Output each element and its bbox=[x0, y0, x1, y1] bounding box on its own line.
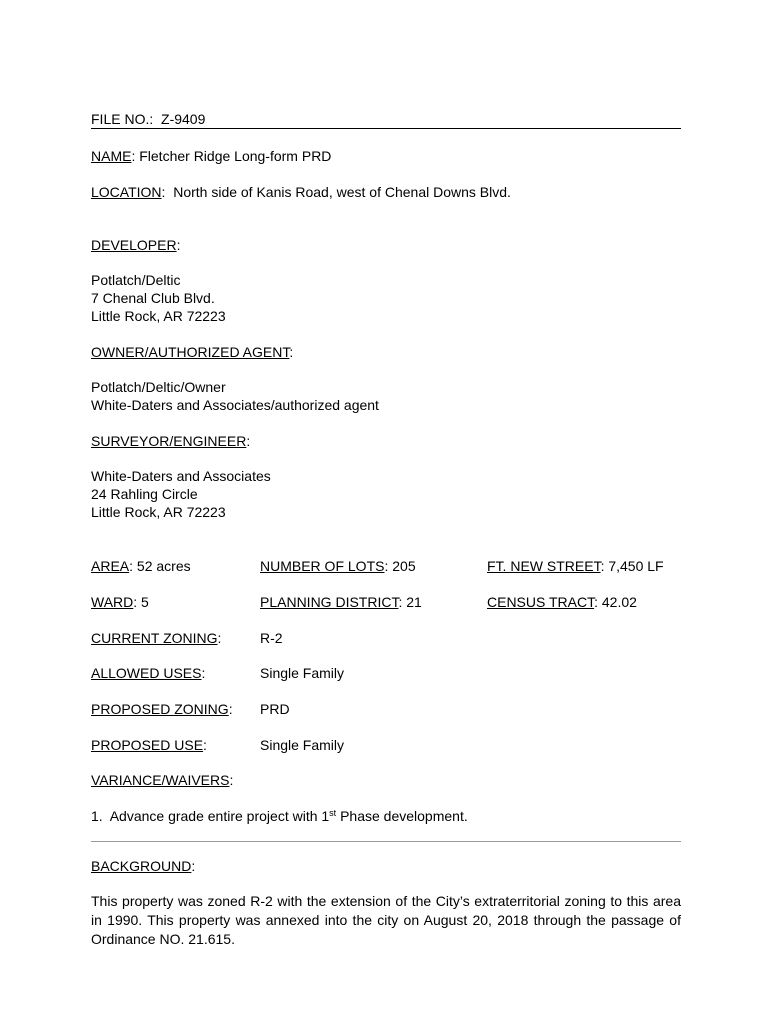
area-field: AREA: 52 acres bbox=[91, 558, 191, 574]
owner-agent-lines bbox=[91, 378, 379, 414]
owner-agent-line: Potlatch/Deltic/Owner bbox=[91, 379, 226, 395]
file-number bbox=[91, 110, 205, 128]
planning-district-label: PLANNING DISTRICT bbox=[260, 594, 399, 610]
current-zoning-value: R-2 bbox=[260, 630, 283, 646]
census-tract-value: 42.02 bbox=[601, 594, 637, 610]
surveyor-line: 24 Rahling Circle bbox=[91, 486, 198, 502]
allowed-uses-label-wrap: ALLOWED USES: bbox=[91, 665, 206, 681]
surveyor-line: White-Daters and Associates bbox=[91, 468, 271, 484]
name-value: Fletcher Ridge Long-form PRD bbox=[139, 148, 332, 164]
file-number-label: FILE NO.: bbox=[91, 111, 154, 127]
developer-heading: DEVELOPER: bbox=[91, 237, 181, 253]
developer-line: Little Rock, AR 72223 bbox=[91, 308, 226, 324]
background-heading: BACKGROUND: bbox=[91, 858, 196, 874]
file-number-value: Z-9409 bbox=[161, 111, 206, 127]
variance-label: VARIANCE/WAIVERS bbox=[91, 772, 230, 788]
developer-address bbox=[91, 271, 226, 325]
proposed-zoning-label: PROPOSED ZONING bbox=[91, 701, 229, 717]
developer-label: DEVELOPER bbox=[91, 237, 177, 253]
census-tract-label: CENSUS TRACT bbox=[487, 594, 595, 610]
area-value: 52 acres bbox=[136, 558, 191, 574]
surveyor-label: SURVEYOR/ENGINEER bbox=[91, 433, 247, 449]
owner-agent-label: OWNER/AUTHORIZED AGENT bbox=[91, 344, 290, 360]
ward-value: 5 bbox=[141, 594, 149, 610]
new-street-field: FT. NEW STREET: 7,450 LF bbox=[487, 558, 664, 574]
background-label: BACKGROUND bbox=[91, 858, 192, 874]
ward-label: WARD bbox=[91, 594, 134, 610]
section-divider bbox=[91, 841, 681, 842]
planning-district-field: PLANNING DISTRICT: 21 bbox=[260, 594, 422, 610]
developer-line: Potlatch/Deltic bbox=[91, 272, 181, 288]
lots-field: NUMBER OF LOTS: 205 bbox=[260, 558, 416, 574]
proposed-use-label-wrap: PROPOSED USE: bbox=[91, 737, 207, 753]
proposed-zoning-value: PRD bbox=[260, 701, 290, 717]
name-label: NAME bbox=[91, 148, 132, 164]
allowed-uses-value: Single Family bbox=[260, 665, 345, 681]
lots-label: NUMBER OF LOTS bbox=[260, 558, 385, 574]
background-paragraph: This property was zoned R-2 with the extension of the City’s extraterritorial zoning to this area in 1990. This property was annexed into the city on August 20, 2018 through the passage of Ordinance NO. 21.615. bbox=[91, 893, 681, 947]
proposed-zoning-label-wrap: PROPOSED ZONING: bbox=[91, 701, 233, 717]
planning-district-value: 21 bbox=[406, 594, 422, 610]
new-street-value: 7,450 LF bbox=[608, 558, 664, 574]
proposed-use-label: PROPOSED USE bbox=[91, 737, 204, 753]
variance-item-text: Advance grade entire project with 1st Phase development. bbox=[109, 808, 468, 824]
surveyor-line: Little Rock, AR 72223 bbox=[91, 504, 226, 520]
ordinal-superscript: st bbox=[329, 808, 337, 818]
current-zoning-label: CURRENT ZONING bbox=[91, 630, 218, 646]
surveyor-heading: SURVEYOR/ENGINEER: bbox=[91, 433, 251, 449]
variance-item-number: 1. bbox=[91, 808, 103, 824]
name-row: NAME: Fletcher Ridge Long-form PRD bbox=[91, 148, 332, 164]
variance-heading: VARIANCE/WAIVERS: bbox=[91, 772, 234, 788]
location-row: LOCATION: North side of Kanis Road, west of Chenal Downs Blvd. bbox=[91, 184, 511, 200]
allowed-uses-label: ALLOWED USES bbox=[91, 665, 202, 681]
ward-field: WARD: 5 bbox=[91, 594, 149, 610]
census-tract-field: CENSUS TRACT: 42.02 bbox=[487, 594, 637, 610]
location-label: LOCATION bbox=[91, 184, 162, 200]
current-zoning-label-wrap: CURRENT ZONING: bbox=[91, 630, 222, 646]
lots-value: 205 bbox=[392, 558, 416, 574]
variance-item bbox=[91, 807, 468, 825]
developer-line: 7 Chenal Club Blvd. bbox=[91, 290, 215, 306]
owner-agent-line: White-Daters and Associates/authorized agent bbox=[91, 397, 379, 413]
new-street-label: FT. NEW STREET bbox=[487, 558, 601, 574]
owner-agent-heading: OWNER/AUTHORIZED AGENT: bbox=[91, 344, 294, 360]
surveyor-address bbox=[91, 467, 271, 521]
proposed-use-value: Single Family bbox=[260, 737, 345, 753]
location-value: North side of Kanis Road, west of Chenal Downs Blvd. bbox=[173, 184, 511, 200]
area-label: AREA bbox=[91, 558, 130, 574]
